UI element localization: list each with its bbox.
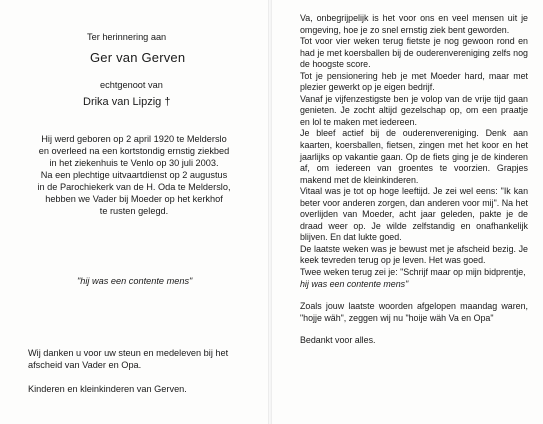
- bio-line: te rusten gelegd.: [99, 206, 169, 216]
- signature: Kinderen en kleinkinderen van Gerven.: [28, 384, 187, 394]
- thanks-line: afscheid van Vader en Opa.: [28, 360, 142, 370]
- bio-line: Na een plechtige uitvaartdienst op 2 augustus: [40, 170, 228, 180]
- deceased-name: Ger van Gerven: [90, 50, 186, 65]
- paragraph-quote: hij was een contente mens": [300, 278, 409, 289]
- paragraph: De laatste weken was je bewust met je afscheid bezig. Je keek tevreden terug op je leven. Het was goed.: [300, 243, 528, 266]
- spouse-name: Drika van Lipzig †: [83, 96, 171, 108]
- paragraph: Zoals jouw laatste woorden afgelopen maandag waren, "hojje wäh", zeggen wij nu "hoije wäh Va en Opa": [300, 301, 528, 323]
- paragraph: Vanaf je vijfenzestigste ben je volop van de vrije tijd gaan genieten. Je zocht altijd gezelschap op, om een praatje en lol te maken met iedereen.: [300, 93, 528, 127]
- card-fold: [268, 0, 272, 424]
- bio-line: in de Parochiekerk van de H. Oda te Melderslo,: [37, 182, 231, 192]
- paragraph: Tot je pensionering heb je met Moeder hard, maar met plezier gewerkt op je eigen bedrijf.: [300, 70, 528, 93]
- spouse-label: echtgenoot van: [100, 80, 163, 90]
- paragraph: Twee weken terug zei je: "Schrijf maar op mijn bidprentje,: [300, 267, 526, 278]
- paragraph: Va, onbegrijpelijk is het voor ons en veel mensen uit je omgeving, hoe je zo snel ernstig ziek bent geworden.: [300, 13, 528, 35]
- paragraph: Tot voor vier weken terug fietste je nog gewoon rond en had je met koersballen bij de ouderenvereniging zelfs nog de hoogste score.: [300, 36, 528, 70]
- closing-line: Bedankt voor alles.: [300, 335, 376, 346]
- bio-line: Hij werd geboren op 2 april 1920 te Melderslo: [41, 134, 227, 144]
- thanks-line: Wij danken u voor uw steun en medeleven bij het: [28, 348, 229, 358]
- bio-line: in het ziekenhuis te Venlo op 30 juli 2003.: [49, 158, 219, 168]
- paragraph: Je bleef actief bij de ouderenvereniging. Denk aan kaarten, koersballen, fietsen, zingen met het koor en het jaarlijks op vakantie gaan. Op de fiets ging je de kinderen af, om iedereen van groentes te voorzien. Grapjes makend met de kleinkinderen.: [300, 128, 528, 185]
- paragraph: Vitaal was je tot op hoge leeftijd. Je zei wel eens: "Ik kan beter voor anderen zorgen, dan anderen voor mij". Na het overlijden van Moeder, acht jaar geleden, pakte je de draad weer op. Je wilde zelfstandig en onafhankelijk blijven. En dat lukte goed.: [300, 186, 528, 243]
- bio-line: hebben we Vader bij Moeder op het kerkhof: [45, 194, 223, 204]
- heading: Ter herinnering aan: [87, 32, 167, 42]
- right-panel: [300, 13, 528, 347]
- left-panel: [0, 0, 268, 424]
- quote: "hij was een contente mens": [77, 276, 193, 286]
- bio-line: en overleed na een kortstondig ernstig ziekbed: [38, 146, 230, 156]
